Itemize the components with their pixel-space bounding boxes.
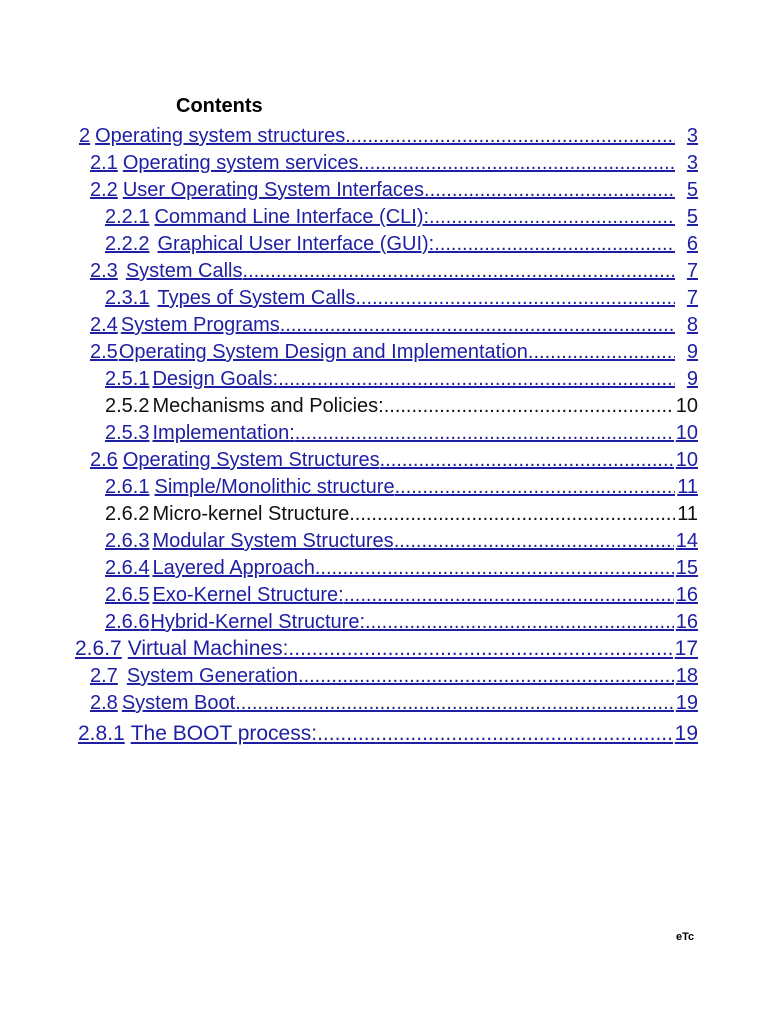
toc-number: 2.2.1 <box>105 206 150 228</box>
toc-number: 2.2 <box>90 179 118 201</box>
toc-leader <box>394 529 674 553</box>
toc-entry-2[interactable] <box>79 122 698 148</box>
toc-entry-2-5-3[interactable] <box>105 419 698 445</box>
toc-page: 17 <box>674 637 698 660</box>
toc-number: 2.2.2 <box>105 233 150 255</box>
toc-page: 10 <box>675 395 698 417</box>
toc-title: Command Line Interface (CLI): <box>154 206 430 228</box>
toc-title: System Programs <box>120 314 280 336</box>
toc-entry-2-8-1[interactable] <box>78 718 698 746</box>
toc-entry-2-6-4[interactable] <box>105 554 698 580</box>
toc-entry-2-6-1[interactable] <box>105 473 698 499</box>
toc-page: 8 <box>686 314 698 336</box>
toc-entry-2-5-1[interactable] <box>105 365 698 391</box>
toc-leader <box>395 475 676 499</box>
toc-entry-2-1[interactable] <box>90 149 698 175</box>
toc-leader <box>384 394 674 418</box>
toc-number: 2.6.2 <box>105 503 150 525</box>
toc-entry-2-3[interactable] <box>90 257 698 283</box>
toc-leader <box>235 691 674 715</box>
toc-number: 2.5.2 <box>105 395 150 417</box>
toc-number: 2.3 <box>90 260 118 282</box>
toc-leader <box>528 340 675 364</box>
toc-entry-2-8[interactable] <box>90 689 698 715</box>
toc-leader <box>243 259 675 283</box>
toc-page: 9 <box>686 341 698 363</box>
toc-number: 2.6 <box>90 449 118 471</box>
toc-page: 7 <box>686 287 698 309</box>
toc-page: 7 <box>686 260 698 282</box>
toc-title: Layered Approach <box>152 557 315 579</box>
toc-entry-2-2-2[interactable] <box>105 230 698 256</box>
toc-title: Exo-Kernel Structure: <box>152 584 344 606</box>
toc-title: Operating system services <box>122 152 359 174</box>
toc-number: 2.5.1 <box>105 368 150 390</box>
toc-page: 16 <box>675 584 698 606</box>
toc-number: 2.1 <box>90 152 118 174</box>
toc-title: Virtual Machines: <box>127 637 289 660</box>
toc-title: User Operating System Interfaces <box>122 179 425 201</box>
toc-leader <box>424 178 675 202</box>
toc-leader <box>429 205 675 229</box>
toc-title: Graphical User Interface (GUI): <box>157 233 435 255</box>
toc-entry-2-4[interactable] <box>90 311 698 337</box>
toc-page: 18 <box>675 665 698 687</box>
toc-title: Operating System Design and Implementation <box>118 341 528 363</box>
contents-heading: Contents <box>176 95 263 117</box>
toc-number: 2.5.3 <box>105 422 150 444</box>
toc-title: System Boot <box>121 692 236 714</box>
toc-page: 5 <box>686 179 698 201</box>
toc-leader <box>298 664 674 688</box>
toc-leader <box>380 448 674 472</box>
toc-page: 19 <box>675 692 698 714</box>
toc-title: Implementation: <box>152 422 295 444</box>
toc-number: 2.7 <box>90 665 118 687</box>
toc-title: Modular System Structures <box>152 530 394 552</box>
toc-leader <box>358 151 674 175</box>
toc-title: Mechanisms and Policies: <box>152 395 384 417</box>
toc-number: 2.8.1 <box>78 722 125 745</box>
toc-number: 2.6.4 <box>105 557 150 579</box>
toc-title: Operating system structures <box>95 125 346 147</box>
toc-leader <box>345 124 675 148</box>
toc-page: 9 <box>686 368 698 390</box>
toc-leader <box>344 583 674 607</box>
toc-leader <box>278 367 675 391</box>
toc-number: 2.6.1 <box>105 476 150 498</box>
toc-entry-2-6-7[interactable] <box>75 635 698 661</box>
toc-title: The BOOT process: <box>130 722 318 745</box>
toc-leader <box>317 722 673 746</box>
toc-title: Simple/Monolithic structure <box>154 476 395 498</box>
toc-title: Hybrid-Kernel Structure: <box>150 611 366 633</box>
toc-page: 3 <box>686 125 698 147</box>
toc-entry-2-6-5[interactable] <box>105 581 698 607</box>
toc-number: 2.5 <box>90 341 118 363</box>
toc-number: 2 <box>79 125 91 147</box>
toc-title: System Calls <box>125 260 243 282</box>
toc-page: 6 <box>686 233 698 255</box>
toc-number: 2.8 <box>90 692 118 714</box>
toc-title: Design Goals: <box>152 368 279 390</box>
toc-number: 2.6.5 <box>105 584 150 606</box>
toc-title: Micro-kernel Structure <box>152 503 350 525</box>
footer-mark: eTc <box>676 931 695 943</box>
toc-leader <box>365 610 674 634</box>
toc-number: 2.6.3 <box>105 530 150 552</box>
toc-page: 10 <box>675 422 698 444</box>
toc-entry-2-2[interactable] <box>90 176 698 202</box>
toc-entry-2-7[interactable] <box>90 662 698 688</box>
toc-entry-2-3-1[interactable] <box>105 284 698 310</box>
toc-leader <box>355 286 675 310</box>
toc-page: 11 <box>677 503 698 525</box>
toc-page: 3 <box>686 152 698 174</box>
toc-leader <box>434 232 675 256</box>
toc-leader <box>288 637 672 661</box>
toc-page: 15 <box>675 557 698 579</box>
toc-number: 2.6.7 <box>75 637 122 660</box>
toc-leader <box>349 502 675 526</box>
toc-page: 16 <box>675 611 698 633</box>
toc-leader <box>280 313 675 337</box>
toc-entry-2-5[interactable] <box>90 338 698 364</box>
toc-number: 2.3.1 <box>105 287 150 309</box>
toc-leader <box>315 556 674 580</box>
toc-number: 2.6.6 <box>105 611 150 633</box>
toc-entry-2-6[interactable] <box>90 446 698 472</box>
toc-title: Operating System Structures <box>122 449 380 471</box>
toc-page: 10 <box>675 449 698 471</box>
toc-entry-2-6-3[interactable] <box>105 527 698 553</box>
toc-page: 5 <box>686 206 698 228</box>
toc-entry-2-6-6[interactable] <box>105 608 698 634</box>
toc-title: Types of System Calls <box>157 287 356 309</box>
toc-page: 19 <box>674 722 698 745</box>
toc-leader <box>295 421 674 445</box>
toc-page: 11 <box>677 476 698 498</box>
toc-number: 2.4 <box>90 314 118 336</box>
toc-title: System Generation <box>126 665 299 687</box>
toc-entry-2-5-2 <box>105 392 698 418</box>
toc-entry-2-2-1[interactable] <box>105 203 698 229</box>
toc-page: 14 <box>675 530 698 552</box>
toc-entry-2-6-2 <box>105 500 698 526</box>
